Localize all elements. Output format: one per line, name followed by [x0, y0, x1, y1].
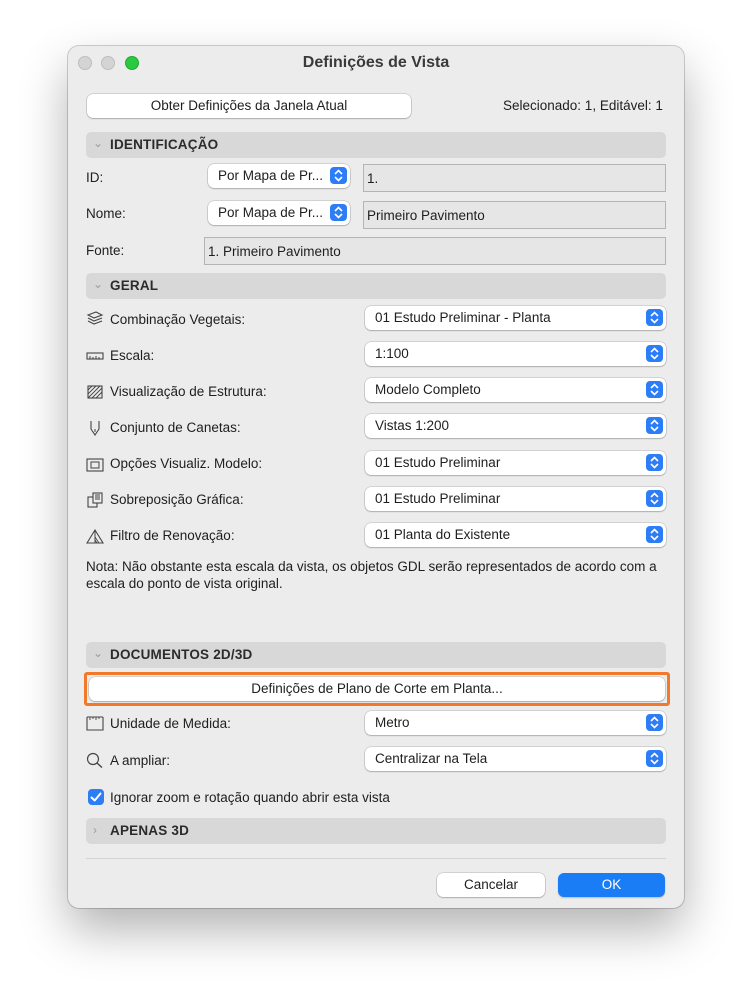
section-identificacao[interactable]	[86, 132, 666, 158]
fonte-label: Fonte:	[86, 243, 125, 258]
popup-stepper-icon	[646, 714, 663, 731]
id-field[interactable]: 1.	[363, 164, 666, 192]
combinacao-vegetais-label: Combinação Vegetais:	[110, 312, 246, 327]
model-view-options-icon	[86, 457, 104, 473]
opcoes-visualiz-modelo-label: Opções Visualiz. Modelo:	[110, 456, 263, 471]
ok-button[interactable]: OK	[558, 873, 665, 897]
measurement-unit-icon	[86, 715, 104, 731]
sobreposicao-grafica-label: Sobreposição Gráfica:	[110, 492, 244, 507]
visualizacao-estrutura-popup[interactable]	[365, 378, 666, 402]
opcoes-visualiz-modelo-popup[interactable]	[365, 451, 666, 475]
ignore-zoom-label[interactable]: Ignorar zoom e rotação quando abrir esta vista	[110, 790, 390, 805]
conjunto-canetas-value: Vistas 1:200	[375, 418, 450, 433]
unidade-medida-popup[interactable]	[365, 711, 666, 735]
combinacao-vegetais-value: 01 Estudo Preliminar - Planta	[375, 310, 551, 325]
get-current-window-settings-button[interactable]: Obter Definições da Janela Atual	[87, 94, 411, 118]
popup-stepper-icon	[330, 204, 347, 221]
pen-set-icon	[86, 420, 104, 436]
popup-stepper-icon	[646, 526, 663, 543]
filtro-renovacao-value: 01 Planta do Existente	[375, 527, 511, 542]
section-title: IDENTIFICAÇÃO	[110, 137, 219, 152]
popup-stepper-icon	[646, 309, 663, 326]
section-title: APENAS 3D	[110, 823, 190, 838]
section-title: DOCUMENTOS 2D/3D	[110, 647, 253, 662]
escala-label: Escala:	[110, 348, 155, 363]
graphic-override-icon	[86, 492, 104, 508]
sobreposicao-grafica-popup[interactable]	[365, 487, 666, 511]
unidade-medida-value: Metro	[375, 715, 410, 730]
id-label: ID:	[86, 170, 104, 185]
popup-stepper-icon	[646, 417, 663, 434]
selection-status: Selecionado: 1, Editável: 1	[503, 98, 663, 113]
popup-stepper-icon	[646, 454, 663, 471]
renovation-filter-icon	[86, 528, 104, 544]
cancel-button[interactable]: Cancelar	[437, 873, 545, 897]
filtro-renovacao-label: Filtro de Renovação:	[110, 528, 235, 543]
nome-mode-value: Por Mapa de Pr...	[218, 205, 324, 220]
escala-popup[interactable]	[365, 342, 666, 366]
ampliar-popup[interactable]	[365, 747, 666, 771]
structure-display-icon	[86, 384, 104, 400]
id-mode-popup[interactable]	[208, 164, 350, 188]
magnifier-icon	[86, 752, 104, 768]
scale-note: Nota: Não obstante esta escala da vista, os objetos GDL serão representados de acordo com a escala do ponto de vista original.	[86, 559, 657, 591]
scale-ruler-icon	[86, 348, 104, 364]
chevron-down-icon: ⌄	[93, 646, 104, 660]
nome-field[interactable]: Primeiro Pavimento	[363, 201, 666, 229]
popup-stepper-icon	[646, 490, 663, 507]
id-mode-value: Por Mapa de Pr...	[218, 168, 324, 183]
sobreposicao-grafica-value: 01 Estudo Preliminar	[375, 491, 501, 506]
combinacao-vegetais-popup[interactable]	[365, 306, 666, 330]
layer-combination-icon	[86, 310, 104, 326]
cut-plane-settings-button[interactable]: Definições de Plano de Corte em Planta...	[89, 677, 665, 701]
visualizacao-estrutura-label: Visualização de Estrutura:	[110, 384, 267, 399]
title-bar	[68, 46, 684, 80]
ampliar-label: A ampliar:	[110, 753, 171, 768]
ampliar-value: Centralizar na Tela	[375, 751, 488, 766]
chevron-down-icon: ⌄	[93, 277, 104, 291]
section-apenas-3d[interactable]	[86, 818, 666, 844]
fonte-field: 1. Primeiro Pavimento	[204, 237, 666, 265]
conjunto-canetas-label: Conjunto de Canetas:	[110, 420, 241, 435]
escala-value: 1:100	[375, 346, 409, 361]
filtro-renovacao-popup[interactable]	[365, 523, 666, 547]
ignore-zoom-checkbox[interactable]	[88, 789, 104, 805]
section-title: GERAL	[110, 278, 159, 293]
popup-stepper-icon	[646, 750, 663, 767]
nome-label: Nome:	[86, 206, 126, 221]
nome-mode-popup[interactable]	[208, 201, 350, 225]
section-documentos-2d-3d[interactable]	[86, 642, 666, 668]
section-geral[interactable]	[86, 273, 666, 299]
conjunto-canetas-popup[interactable]	[365, 414, 666, 438]
checkmark-icon	[88, 789, 104, 805]
opcoes-visualiz-modelo-value: 01 Estudo Preliminar	[375, 455, 501, 470]
popup-stepper-icon	[646, 381, 663, 398]
popup-stepper-icon	[330, 167, 347, 184]
visualizacao-estrutura-value: Modelo Completo	[375, 382, 481, 397]
popup-stepper-icon	[646, 345, 663, 362]
chevron-down-icon: ⌄	[93, 136, 104, 150]
chevron-right-icon: ›	[93, 823, 97, 837]
window-title: Definições de Vista	[302, 54, 450, 71]
footer-divider	[86, 858, 666, 859]
unidade-medida-label: Unidade de Medida:	[110, 716, 231, 731]
view-settings-dialog	[68, 46, 684, 908]
